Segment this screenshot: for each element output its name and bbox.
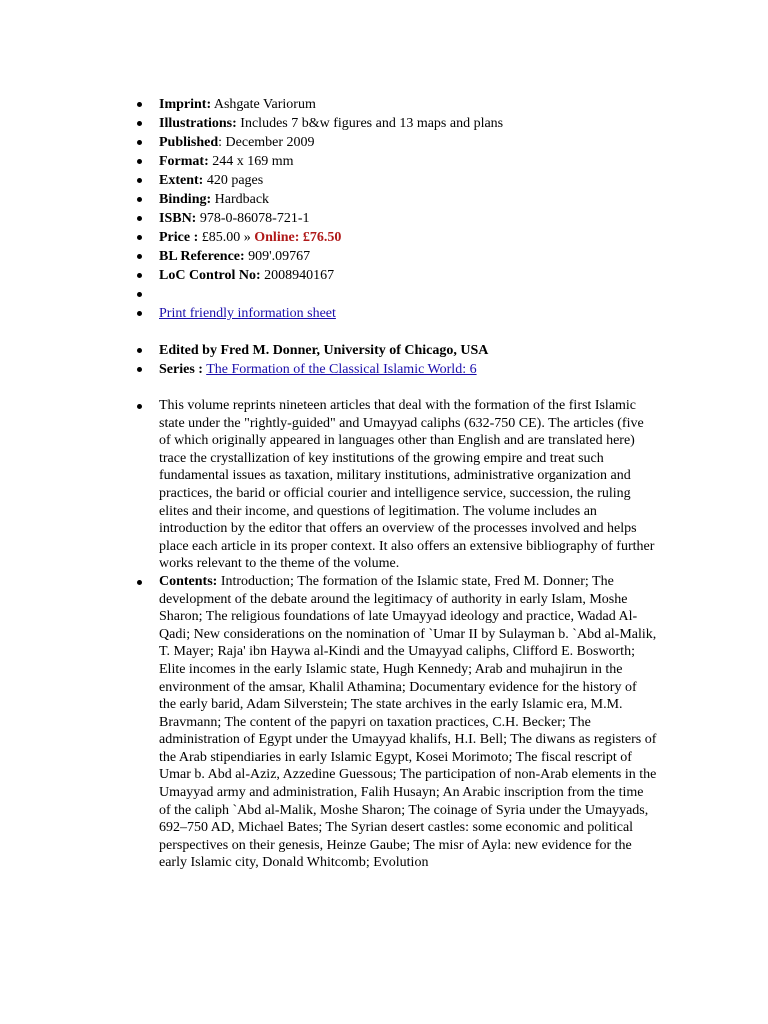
price-value: £85.00 » [201,230,251,245]
edited-by-item [137,341,657,360]
isbn-item [137,209,657,228]
loc-control-value: 2008940167 [264,268,335,283]
binding-item [137,190,657,209]
extent-value: 420 pages [206,173,264,188]
book-details-list [137,95,657,323]
illustrations-item [137,114,657,133]
series-label: Series : [159,362,203,377]
editor-list [137,341,657,379]
series-item [137,360,657,379]
summary-text: This volume reprints nineteen articles that deal with the formation of the first Islamic state under the "rightly-guided" and Umayyad caliphs (632-750 CE). The articles (five of which originally appeared in languages other than English and are translated here) trace the crystallization of key institutions of the growing empire and treat such fundamental issues as taxation, military institutions, administrative organization and practices, the barid or official courier and intelligence service, succession, the ruling elites and their income, and questions of legitimation. The volume includes an introduction by the editor that offers an overview of the processes involved and helps place each article in its proper context. It also offers an extensive bibliography of further works relevant to the theme of the volume. [159,398,655,572]
isbn-value: 978-0-86078-721-1 [199,211,310,226]
loc-control-item [137,266,657,285]
published-item [137,133,657,152]
price-label: Price : [159,230,199,245]
published-value: : December 2009 [218,135,315,150]
binding-label: Binding: [159,192,212,207]
loc-control-label: LoC Control No: [159,268,261,283]
imprint-label: Imprint: [159,97,212,112]
empty-list-item [137,285,657,304]
summary-item [137,397,657,573]
contents-text: Introduction; The formation of the Islamic state, Fred M. Donner; The development of the debate around the legitimacy of authority in early Islam, Moshe Sharon; The religious foundations of late Umayyad ideology and practice, Wadad Al-Qadi; New considerations on the nomination of `Umar II by Sulayman b. `Abd al-Malik, T. Mayer; Raja' ibn Haywa al-Kindi and the Umayyad caliphs, Clifford E. Bosworth; Elite incomes in the early Islamic state, Hugh Kennedy; Arab and muhajirun in the environment of the amsar, Khalil Athamina; Documentary evidence for the history of the early barid, Adam Silverstein; The state archives in the early Islamic era, M.M. Bravmann; The content of the papyri on taxation practices, C.H. Becker; The administration of Egypt under the Umayyad khalifs, H.I. Bell; The diwans as registers of the Arab stipendiaries in early Islamic Egypt, Kosei Morimoto; The fiscal rescript of Umar b. Abd al-Aziz, Azzedine Guessous; The participation of non-Arab elements in the Umayyad army and administration, Falih Husayn; An Arabic inscription from the time of the caliph `Abd al-Malik, Moshe Sharon; The coinage of Syria under the Umayyads, 692–750 AD, Michael Bates; The Syrian desert castles: some economic and political perspectives on their genesis, Heinze Gaube; The misr of Ayla: new evidence for the early Islamic city, Donald Whitcomb; Evolution [159,573,657,871]
bl-reference-item [137,247,657,266]
series-link[interactable]: The Formation of the Classical Islamic World: 6 [206,362,477,377]
isbn-label: ISBN: [159,211,197,226]
price-item [137,228,657,247]
edited-by-text: Edited by Fred M. Donner, University of Chicago, USA [159,343,489,358]
description-list [137,397,657,872]
print-link-item [137,304,657,323]
bl-reference-value: 909'.09767 [248,249,311,264]
extent-label: Extent: [159,173,204,188]
extent-item [137,171,657,190]
online-price: Online: £76.50 [254,230,342,245]
print-friendly-link[interactable]: Print friendly information sheet [159,306,336,321]
format-label: Format: [159,154,209,169]
imprint-value: Ashgate Variorum [213,97,316,112]
contents-label: Contents: [159,573,218,589]
format-value: 244 x 169 mm [212,154,294,169]
contents-item [137,573,657,872]
illustrations-value: Includes 7 b&w figures and 13 maps and plans [240,116,504,131]
imprint-item [137,95,657,114]
published-label: Published [159,135,219,150]
format-item [137,152,657,171]
bl-reference-label: BL Reference: [159,249,245,264]
binding-value: Hardback [214,192,270,207]
illustrations-label: Illustrations: [159,116,237,131]
